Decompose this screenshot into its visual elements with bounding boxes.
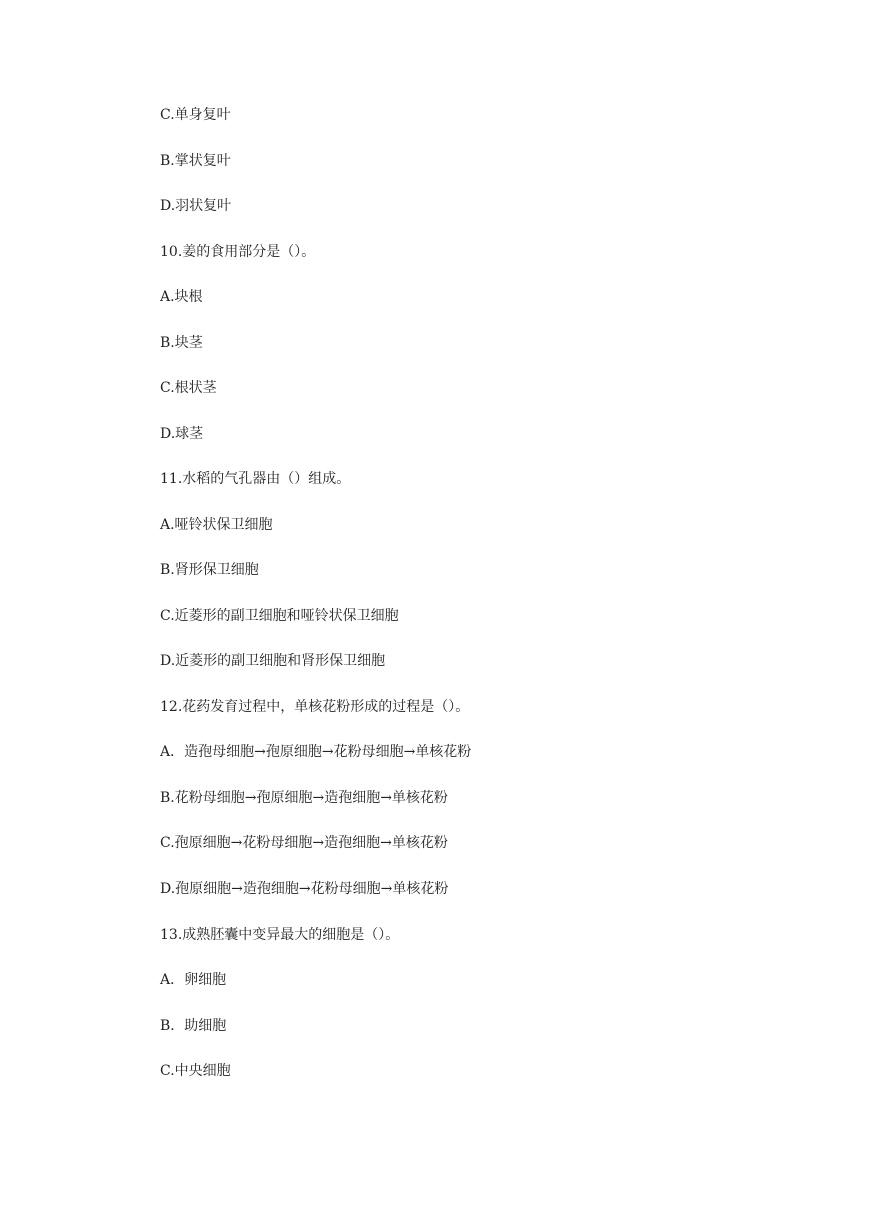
option-11d: D.近菱形的副卫细胞和肾形保卫细胞 (160, 653, 386, 669)
option-9b: B.掌状复叶 (160, 153, 231, 169)
option-13a: A．卵细胞 (160, 972, 227, 988)
option-12a: A．造孢母细胞→孢原细胞→花粉母细胞→单核花粉 (160, 744, 472, 760)
option-11b: B.肾形保卫细胞 (160, 562, 259, 578)
option-11a: A.哑铃状保卫细胞 (160, 517, 273, 533)
question-12: 12.花药发育过程中，单核花粉形成的过程是（）。 (160, 699, 470, 715)
question-10: 10.姜的食用部分是（）。 (160, 244, 316, 260)
option-10c: C.根状茎 (160, 380, 217, 396)
option-10a: A.块根 (160, 289, 203, 305)
option-9d: D.羽状复叶 (160, 198, 232, 214)
option-12d: D.孢原细胞→造孢细胞→花粉母细胞→单核花粉 (160, 881, 449, 897)
question-11: 11.水稻的气孔器由（）组成。 (160, 471, 351, 487)
option-12c: C.孢原细胞→花粉母细胞→造孢细胞→单核花粉 (160, 835, 448, 851)
option-10d: D.球茎 (160, 426, 204, 442)
option-9c: C.单身复叶 (160, 107, 231, 123)
option-13c: C.中央细胞 (160, 1063, 231, 1079)
option-11c: C.近菱形的副卫细胞和哑铃状保卫细胞 (160, 608, 399, 624)
option-10b: B.块茎 (160, 335, 203, 351)
option-12b: B.花粉母细胞→孢原细胞→造孢细胞→单核花粉 (160, 790, 448, 806)
option-13b: B．助细胞 (160, 1018, 227, 1034)
question-13: 13.成熟胚囊中变异最大的细胞是（）。 (160, 927, 400, 943)
